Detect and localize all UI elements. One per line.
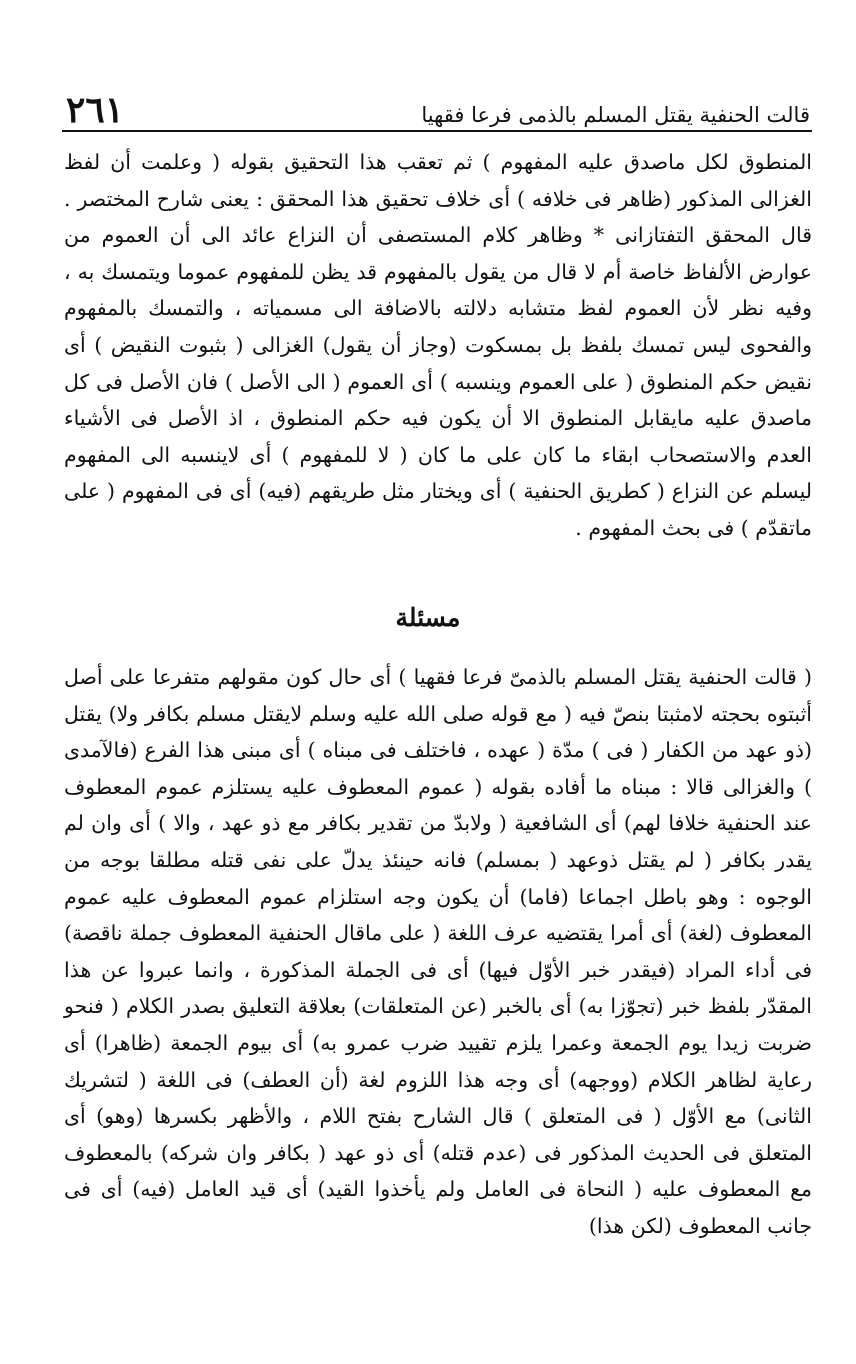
body-paragraph: ( قالت الحنفية يقتل المسلم بالذمىّ فرعا فقهيا ) أى حال كون مقولهم متفرعا على أصل أثبتوه بحجته لامثبتا بنصّ فيه ( مع قوله صلى الله عليه وسلم لايقتل مسلم بكافر ولا) يقتل (ذو عهد من الكفار ( فى ) مدّة ( عهده ، فاختلف فى مبناه ) أى مبنى هذا الفرع (فالآمدى ) والغزالى قالا : مبناه ما أفاده بقوله ( عموم المعطوف عليه يستلزم عموم المعطوف عند الحنفية خلافا لهم) أى الشافعية ( ولابدّ من تقدير بكافر مع ذو عهد ، والا ) أى وان لم يقدر بكافر ( لم يقتل ذوعهد ( بمسلم) فانه حينئذ يدلّ على نفى قتله مطلقا بوجه من الوجوه : وهو باطل اجماعا (فاما) أن يكون وجه استلزام عموم المعطوف عليه عموم المعطوف (لغة) أى أمرا يقتضيه عرف اللغة ( على ماقال الحنفية المعطوف جملة ناقصة) فى أداء المراد (فيقدر خبر الأوّل فيها) أى فى الجملة المذكورة ، وانما عبروا عن هذا المقدّر بلفظ خبر (تجوّزا به) أى بالخبر (عن المتعلقات) بعلاقة التعليق بصدر الكلام ( فنحو ضربت زيدا يوم الجمعة وعمرا يلزم تقييد ضرب عمرو به) أى بيوم الجمعة (ظاهرا) أى رعاية لظاهر الكلام (ووجهه) أى وجه هذا اللزوم لغة (أن العطف) فى اللغة ( لتشريك الثانى) مع الأوّل ( فى المتعلق ) قال الشارح بفتح اللام ، والأظهر بكسرها (وهو) أى المتعلق فى الحديث المذكور فى (عدم قتله) أى ذو عهد ( بكافر وان شركه) بالمعطوف مع المعطوف عليه ( النحاة فى العامل ولم يأخذوا القيد) أى قيد العامل (فيه) أى فى جانب المعطوف (لكن هذا) xyxy=(64,665,812,1238)
section-heading: مسئلة xyxy=(395,603,461,632)
running-title: قالت الحنفية يقتل المسلم بالذمى فرعا فقهيا xyxy=(421,103,810,127)
header-rule xyxy=(62,130,812,132)
body-paragraph: المنطوق لكل ماصدق عليه المفهوم ) ثم تعقب هذا التحقيق بقوله ( وعلمت أن لفظ الغزالى المذكور (ظاهر فى خلافه ) أى خلاف تحقيق هذا المحقق : يعنى شارح المختصر . قال المحقق التفتازانى * وظاهر كلام المستصفى أن النزاع عائد الى أن العموم من عوارض الألفاظ خاصة أم لا قال من يقول بالمفهوم قد يظن للمفهوم عموما ويتمسك به ، وفيه نظر لأن العموم لفظ متشابه دلالته بالاضافة الى مسمياته ، والتمسك بالمفهوم والفحوى ليس تمسك بلفظ بل بمسكوت (وجاز أن يقول) الغزالى ( بثبوت النقيض ) أى نقيض حكم المنطوق ( على العموم وينسبه ) أى العموم ( الى الأصل ) فان الأصل فى كل ماصدق عليه مايقابل المنطوق الا أن يكون فيه حكم المنطوق ، اذ الأصل فى الأشياء العدم والاستصحاب ابقاء ما كان على ما كان ( لا للمفهوم ) أى لاينسبه الى المفهوم ليسلم عن النزاع ( كطريق الحنفية ) أى ويختار مثل طريقهم (فيه) أى فى المفهوم ( على ماتقدّم ) فى بحث المفهوم . xyxy=(64,150,812,540)
page-number: ٢٦١ xyxy=(66,89,125,131)
page-header xyxy=(66,86,810,130)
